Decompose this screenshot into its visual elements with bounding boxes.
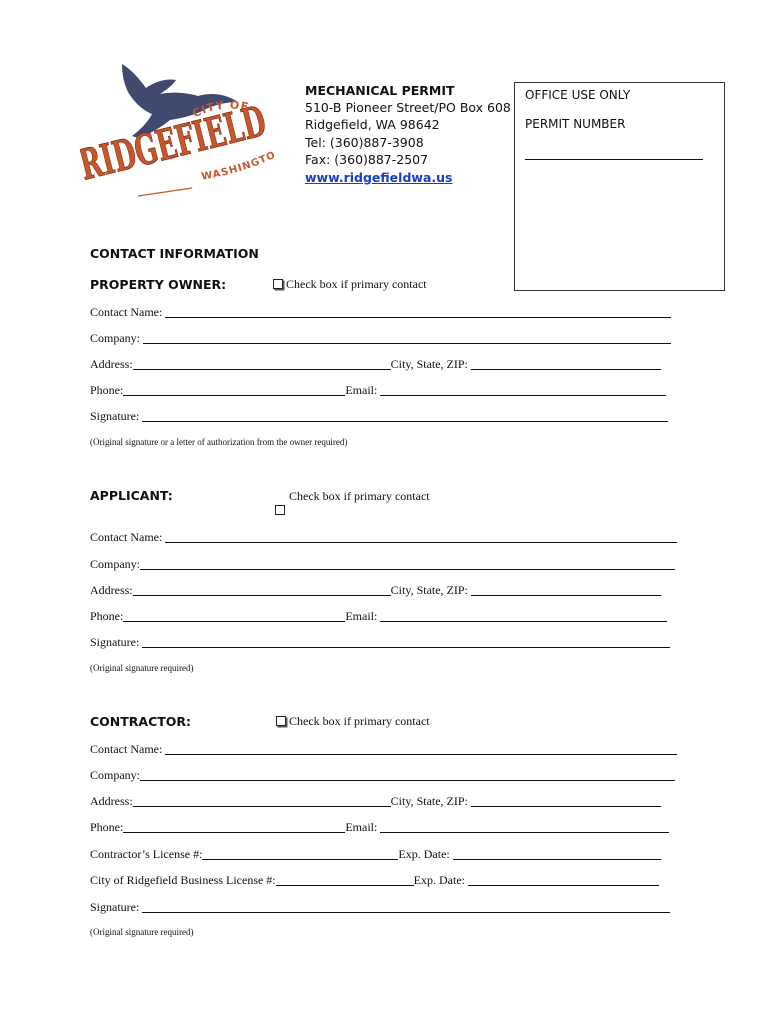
contractor-address-row bbox=[90, 794, 661, 809]
city-logo bbox=[80, 62, 276, 222]
owner-email-field[interactable] bbox=[380, 383, 666, 396]
business-license-row bbox=[90, 873, 659, 888]
email-label: Email: bbox=[345, 609, 378, 623]
office-address-line2: Ridgefield, WA 98642 bbox=[305, 117, 440, 132]
permit-title: MECHANICAL PERMIT bbox=[305, 83, 455, 98]
owner-address-field[interactable] bbox=[133, 357, 391, 370]
contractor-phone-field[interactable] bbox=[123, 820, 345, 833]
contractor-heading: CONTRACTOR: bbox=[90, 714, 192, 729]
permit-number-label: PERMIT NUMBER bbox=[525, 117, 626, 131]
contractor-checkbox-label: Check box if primary contact bbox=[289, 714, 430, 728]
phone-label: Phone: bbox=[90, 609, 124, 623]
owner-address-row bbox=[90, 357, 661, 372]
contractor-email-field[interactable] bbox=[380, 820, 669, 833]
applicant-company-field[interactable] bbox=[140, 557, 675, 570]
owner-contact-name-field[interactable] bbox=[165, 305, 671, 318]
svg-text:CITY OF: CITY OF bbox=[190, 98, 251, 121]
city-state-zip-label: City, State, ZIP: bbox=[390, 583, 468, 597]
address-label: Address: bbox=[90, 583, 133, 597]
applicant-heading: APPLICANT: bbox=[90, 488, 173, 503]
contractor-license-row bbox=[90, 847, 661, 862]
contractor-contact-name-field[interactable] bbox=[165, 742, 677, 755]
email-label: Email: bbox=[345, 383, 378, 397]
owner-phone-row bbox=[90, 383, 666, 398]
contact-name-label: Contact Name: bbox=[90, 530, 163, 544]
business-license-field[interactable] bbox=[276, 873, 414, 886]
applicant-signature-field[interactable] bbox=[142, 635, 670, 648]
phone-label: Phone: bbox=[90, 383, 124, 397]
owner-company-field[interactable] bbox=[143, 331, 671, 344]
owner-phone-field[interactable] bbox=[123, 383, 345, 396]
owner-signature-field[interactable] bbox=[142, 409, 668, 422]
owner-contact-name-row bbox=[90, 305, 671, 320]
applicant-phone-row bbox=[90, 609, 667, 624]
applicant-company-row bbox=[90, 557, 675, 572]
svg-text:WASHINGTON: WASHINGT bbox=[200, 153, 270, 183]
owner-checkbox-label: Check box if primary contact bbox=[286, 277, 427, 291]
applicant-signature-row bbox=[90, 635, 670, 650]
exp-date-label: Exp. Date: bbox=[398, 847, 450, 861]
business-license-label: City of Ridgefield Business License #: bbox=[90, 873, 276, 887]
applicant-signature-note: (Original signature required) bbox=[90, 663, 194, 673]
city-state-zip-label: City, State, ZIP: bbox=[390, 794, 468, 808]
contractor-company-row bbox=[90, 768, 675, 783]
phone-label: Phone: bbox=[90, 820, 124, 834]
exp-date-label: Exp. Date: bbox=[413, 873, 465, 887]
address-label: Address: bbox=[90, 794, 133, 808]
office-use-label: OFFICE USE ONLY bbox=[525, 88, 631, 102]
email-label: Email: bbox=[345, 820, 378, 834]
website-link[interactable]: www.ridgefieldwa.us bbox=[305, 170, 453, 185]
contractor-contact-name-row bbox=[90, 742, 677, 757]
applicant-contact-name-field[interactable] bbox=[165, 530, 677, 543]
contractor-license-field[interactable] bbox=[202, 847, 398, 860]
contractor-address-field[interactable] bbox=[133, 794, 391, 807]
signature-label: Signature: bbox=[90, 635, 140, 649]
owner-signature-row bbox=[90, 409, 668, 424]
office-use-box bbox=[514, 82, 725, 291]
company-label: Company: bbox=[90, 768, 140, 782]
city-state-zip-label: City, State, ZIP: bbox=[390, 357, 468, 371]
office-fax: Fax: (360)887-2507 bbox=[305, 152, 429, 167]
contractor-phone-row bbox=[90, 820, 669, 835]
office-address-line1: 510-B Pioneer Street/PO Box 608 bbox=[305, 100, 511, 115]
applicant-primary-checkbox[interactable] bbox=[275, 505, 285, 515]
signature-label: Signature: bbox=[90, 409, 140, 423]
business-license-exp-field[interactable] bbox=[468, 873, 659, 886]
contact-name-label: Contact Name: bbox=[90, 742, 163, 756]
contractor-signature-row bbox=[90, 900, 670, 915]
contractor-primary-checkbox[interactable] bbox=[276, 716, 286, 726]
contractor-signature-field[interactable] bbox=[142, 900, 670, 913]
property-owner-heading: PROPERTY OWNER: bbox=[90, 277, 227, 292]
contractor-license-exp-field[interactable] bbox=[453, 847, 661, 860]
address-label: Address: bbox=[90, 357, 133, 371]
contact-name-label: Contact Name: bbox=[90, 305, 163, 319]
contractor-license-label: Contractor’s License #: bbox=[90, 847, 203, 861]
applicant-checkbox-label: Check box if primary contact bbox=[289, 489, 430, 503]
company-label: Company: bbox=[90, 331, 140, 345]
contact-info-heading: CONTACT INFORMATION bbox=[90, 246, 259, 261]
applicant-address-field[interactable] bbox=[133, 583, 391, 596]
owner-city-state-zip-field[interactable] bbox=[471, 357, 661, 370]
logo-wordmark: RIDGEFIELD bbox=[80, 68, 276, 190]
contractor-company-field[interactable] bbox=[140, 768, 675, 781]
permit-number-field[interactable] bbox=[525, 159, 703, 160]
owner-primary-checkbox[interactable] bbox=[273, 279, 283, 289]
applicant-email-field[interactable] bbox=[380, 609, 667, 622]
company-label: Company: bbox=[90, 557, 140, 571]
applicant-contact-name-row bbox=[90, 530, 677, 545]
applicant-address-row bbox=[90, 583, 661, 598]
office-telephone: Tel: (360)887-3908 bbox=[305, 135, 424, 150]
owner-company-row bbox=[90, 331, 671, 346]
signature-label: Signature: bbox=[90, 900, 140, 914]
owner-signature-note: (Original signature or a letter of authorization from the owner required) bbox=[90, 437, 348, 447]
contractor-city-state-zip-field[interactable] bbox=[471, 794, 661, 807]
applicant-phone-field[interactable] bbox=[123, 609, 345, 622]
applicant-city-state-zip-field[interactable] bbox=[471, 583, 661, 596]
contractor-signature-note: (Original signature required) bbox=[90, 927, 194, 937]
